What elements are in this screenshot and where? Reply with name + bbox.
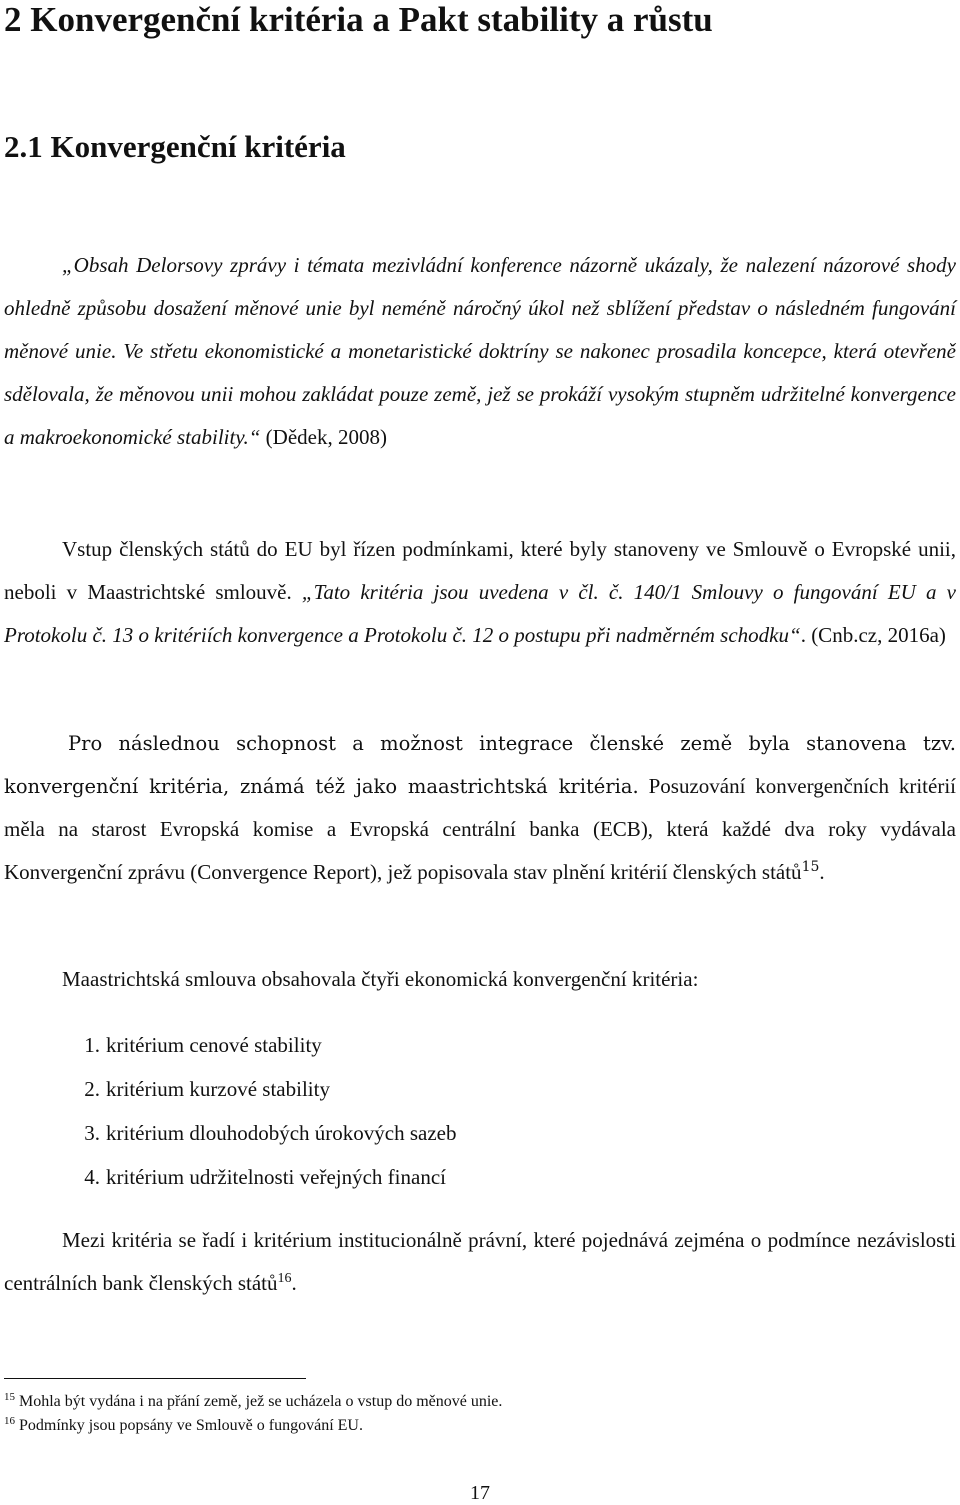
list-item-number: 1. xyxy=(84,1033,100,1057)
list-item-label: kritérium dlouhodobých úrokových sazeb xyxy=(106,1121,457,1145)
list-item-number: 4. xyxy=(84,1165,100,1189)
paragraph-text: Pro následnou schopnost a možnost integrace členské země byla stanovena tzv. konvergenční kritéria, známá též jako maastrichtská kritéria. xyxy=(4,732,956,798)
paragraph-text: Mezi kritéria se řadí i kritérium institucionálně právní, které pojednává zejména o podmínce nezávislosti centrálních bank členských států xyxy=(4,1228,956,1295)
footnote-reference[interactable]: 16 xyxy=(277,1271,292,1286)
list-item xyxy=(62,1111,457,1155)
paragraph-institutional-criterion xyxy=(4,1219,956,1305)
paragraph-convergence-criteria xyxy=(4,722,956,894)
chapter-heading: 2 Konvergenční kritéria a Pakt stability a růstu xyxy=(4,0,713,39)
footnote-15 xyxy=(4,1392,502,1412)
citation: (Dědek, 2008) xyxy=(260,425,387,449)
sentence-end: . xyxy=(291,1271,297,1295)
sentence-end: . xyxy=(819,860,825,884)
paragraph-delors-quote xyxy=(4,244,956,459)
list-item xyxy=(62,1155,457,1199)
footnote-divider xyxy=(4,1378,306,1379)
footnote-16 xyxy=(4,1416,363,1436)
quoted-text: „Obsah Delorsovy zprávy i témata mezivládní konference názorně ukázaly, že nalezení názorové shody ohledně způsobu dosažení měnové unie byl neméně náročný úkol než sblížení představ o následném fungování měnové unie. Ve střetu ekonomistické a monetaristické doktríny se nakonec prosadila koncepce, která otevřeně sdělovala, že měnovou unii mohou zakládat pouze země, jež se prokáží vysokým stupněm udržitelné konvergence a makroekonomické stability.“ xyxy=(4,253,956,449)
list-item xyxy=(62,1067,457,1111)
list-item-label: kritérium kurzové stability xyxy=(106,1077,330,1101)
footnote-text: Mohla být vydána i na přání země, jež se ucházela o vstup do měnové unie. xyxy=(15,1393,503,1410)
paragraph-maastricht-entry xyxy=(4,528,956,657)
paragraph-list-intro xyxy=(4,958,956,1001)
list-item-number: 2. xyxy=(84,1077,100,1101)
list-item-label: kritérium cenové stability xyxy=(106,1033,322,1057)
paragraph-text: Maastrichtská smlouva obsahovala čtyři ekonomická konvergenční kritéria: xyxy=(62,967,699,991)
quoted-text: „Tato kritéria jsou uvedena v čl. č. 140/1 Smlouvy o fungování EU a v Protokolu č. 13 o kritériích konvergence a Protokolu č. 12 o postupu při nadměrném schodku“ xyxy=(4,580,956,647)
list-item-number: 3. xyxy=(84,1121,100,1145)
list-item-label: kritérium udržitelnosti veřejných financí xyxy=(106,1165,446,1189)
footnote-reference[interactable]: 15 xyxy=(801,859,820,875)
paragraph-text: Vstup členských států do EU byl řízen podmínkami, které byly stanoveny ve Smlouvě o Evropské unii, neboli v Maastrichtské smlouvě. xyxy=(4,537,956,604)
footnote-number: 16 xyxy=(4,1415,15,1427)
footnote-text: Podmínky jsou popsány ve Smlouvě o fungování EU. xyxy=(15,1417,363,1434)
page-number: 17 xyxy=(470,1482,490,1504)
criteria-list xyxy=(62,1023,457,1199)
citation: . (Cnb.cz, 2016a) xyxy=(800,623,946,647)
list-item xyxy=(62,1023,457,1067)
section-heading: 2.1 Konvergenční kritéria xyxy=(4,129,346,164)
paragraph-text-continued: Posuzování konvergenčních kritérií měla na starost Evropská komise a Evropská centrální banka (ECB), která každé dva roky vydávala Konvergenční zprávu (Convergence Report), jež popisovala stav plnění kritérií členských států xyxy=(4,774,956,884)
footnote-number: 15 xyxy=(4,1391,15,1403)
